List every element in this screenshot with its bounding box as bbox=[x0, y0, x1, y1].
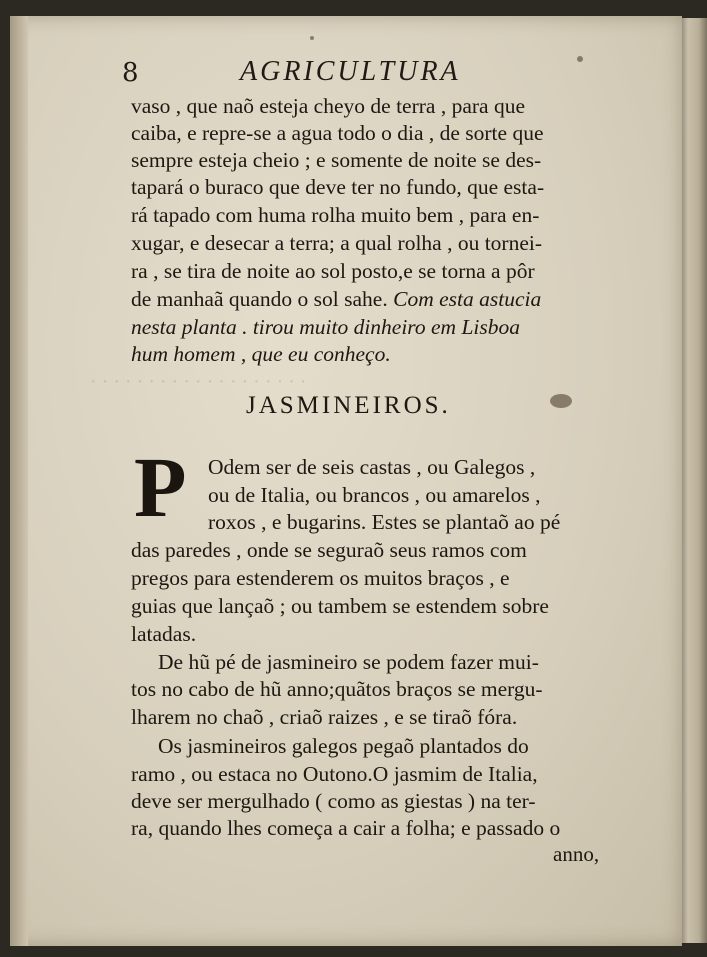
text-line-italic: hum homem , que eu conheço. bbox=[131, 342, 391, 366]
text-line: rá tapado com huma rolha muito bem , para en- bbox=[131, 203, 540, 227]
text-line: das paredes , onde se seguraõ seus ramos com bbox=[131, 538, 527, 562]
text-line: Odem ser de seis castas , ou Galegos , bbox=[208, 455, 536, 479]
text-line: roxos , e bugarins. Estes se plantaõ ao pé bbox=[208, 510, 561, 534]
text-line-italic: nesta planta . tirou muito dinheiro em Lisboa bbox=[131, 315, 520, 339]
text-line: guias que lançaõ ; ou tambem se estendem sobre bbox=[131, 594, 549, 618]
text-line: De hũ pé de jasmineiro se podem fazer mui- bbox=[158, 650, 539, 674]
show-through: · · · · · · · · · · · · · · · · · · · bbox=[90, 371, 307, 393]
running-head: AGRICULTURA bbox=[240, 56, 461, 87]
section-title: JASMINEIROS. bbox=[246, 392, 451, 419]
text-line: ra, quando lhes começa a cair a folha; e passado o bbox=[131, 816, 561, 840]
drop-cap: P bbox=[134, 439, 187, 535]
page-number: 8 bbox=[122, 58, 139, 88]
text-line: xugar, e desecar a terra; a qual rolha , ou tornei- bbox=[131, 231, 543, 255]
text-line: ou de Italia, ou brancos , ou amarelos , bbox=[208, 483, 541, 507]
text-line: tos no cabo de hũ anno;quãtos braços se mergu- bbox=[131, 677, 543, 701]
text-roman: de manhaã quando o sol sahe. bbox=[131, 287, 388, 311]
text-line: ramo , ou estaca no Outono.O jasmim de Italia, bbox=[131, 762, 538, 786]
text-line: latadas. bbox=[131, 622, 197, 646]
ink-speck bbox=[310, 36, 314, 40]
ink-stain bbox=[550, 394, 572, 408]
text-line bbox=[131, 287, 541, 312]
text-line: deve ser mergulhado ( como as giestas ) na ter- bbox=[131, 789, 536, 813]
text-italic: Com esta astucia bbox=[393, 287, 542, 311]
catchword: anno, bbox=[553, 842, 600, 866]
page-gutter bbox=[10, 16, 28, 946]
next-page-edge bbox=[680, 18, 707, 943]
text-line: ra , se tira de noite ao sol posto,e se torna a pôr bbox=[131, 259, 535, 283]
text-line: pregos para estenderem os muitos braços , e bbox=[131, 566, 510, 590]
text-line: vaso , que naõ esteja cheyo de terra , para que bbox=[131, 94, 525, 118]
text-line: sempre esteja cheio ; e somente de noite se des- bbox=[131, 148, 542, 172]
ink-speck bbox=[577, 56, 583, 62]
text-line: lharem no chaõ , criaõ raizes , e se tiraõ fóra. bbox=[131, 705, 518, 729]
text-line: tapará o buraco que deve ter no fundo, que esta- bbox=[131, 175, 545, 199]
text-line: caiba, e repre-se a agua todo o dia , de sorte que bbox=[131, 121, 544, 145]
text-line: Os jasmineiros galegos pegaõ plantados do bbox=[158, 734, 529, 758]
